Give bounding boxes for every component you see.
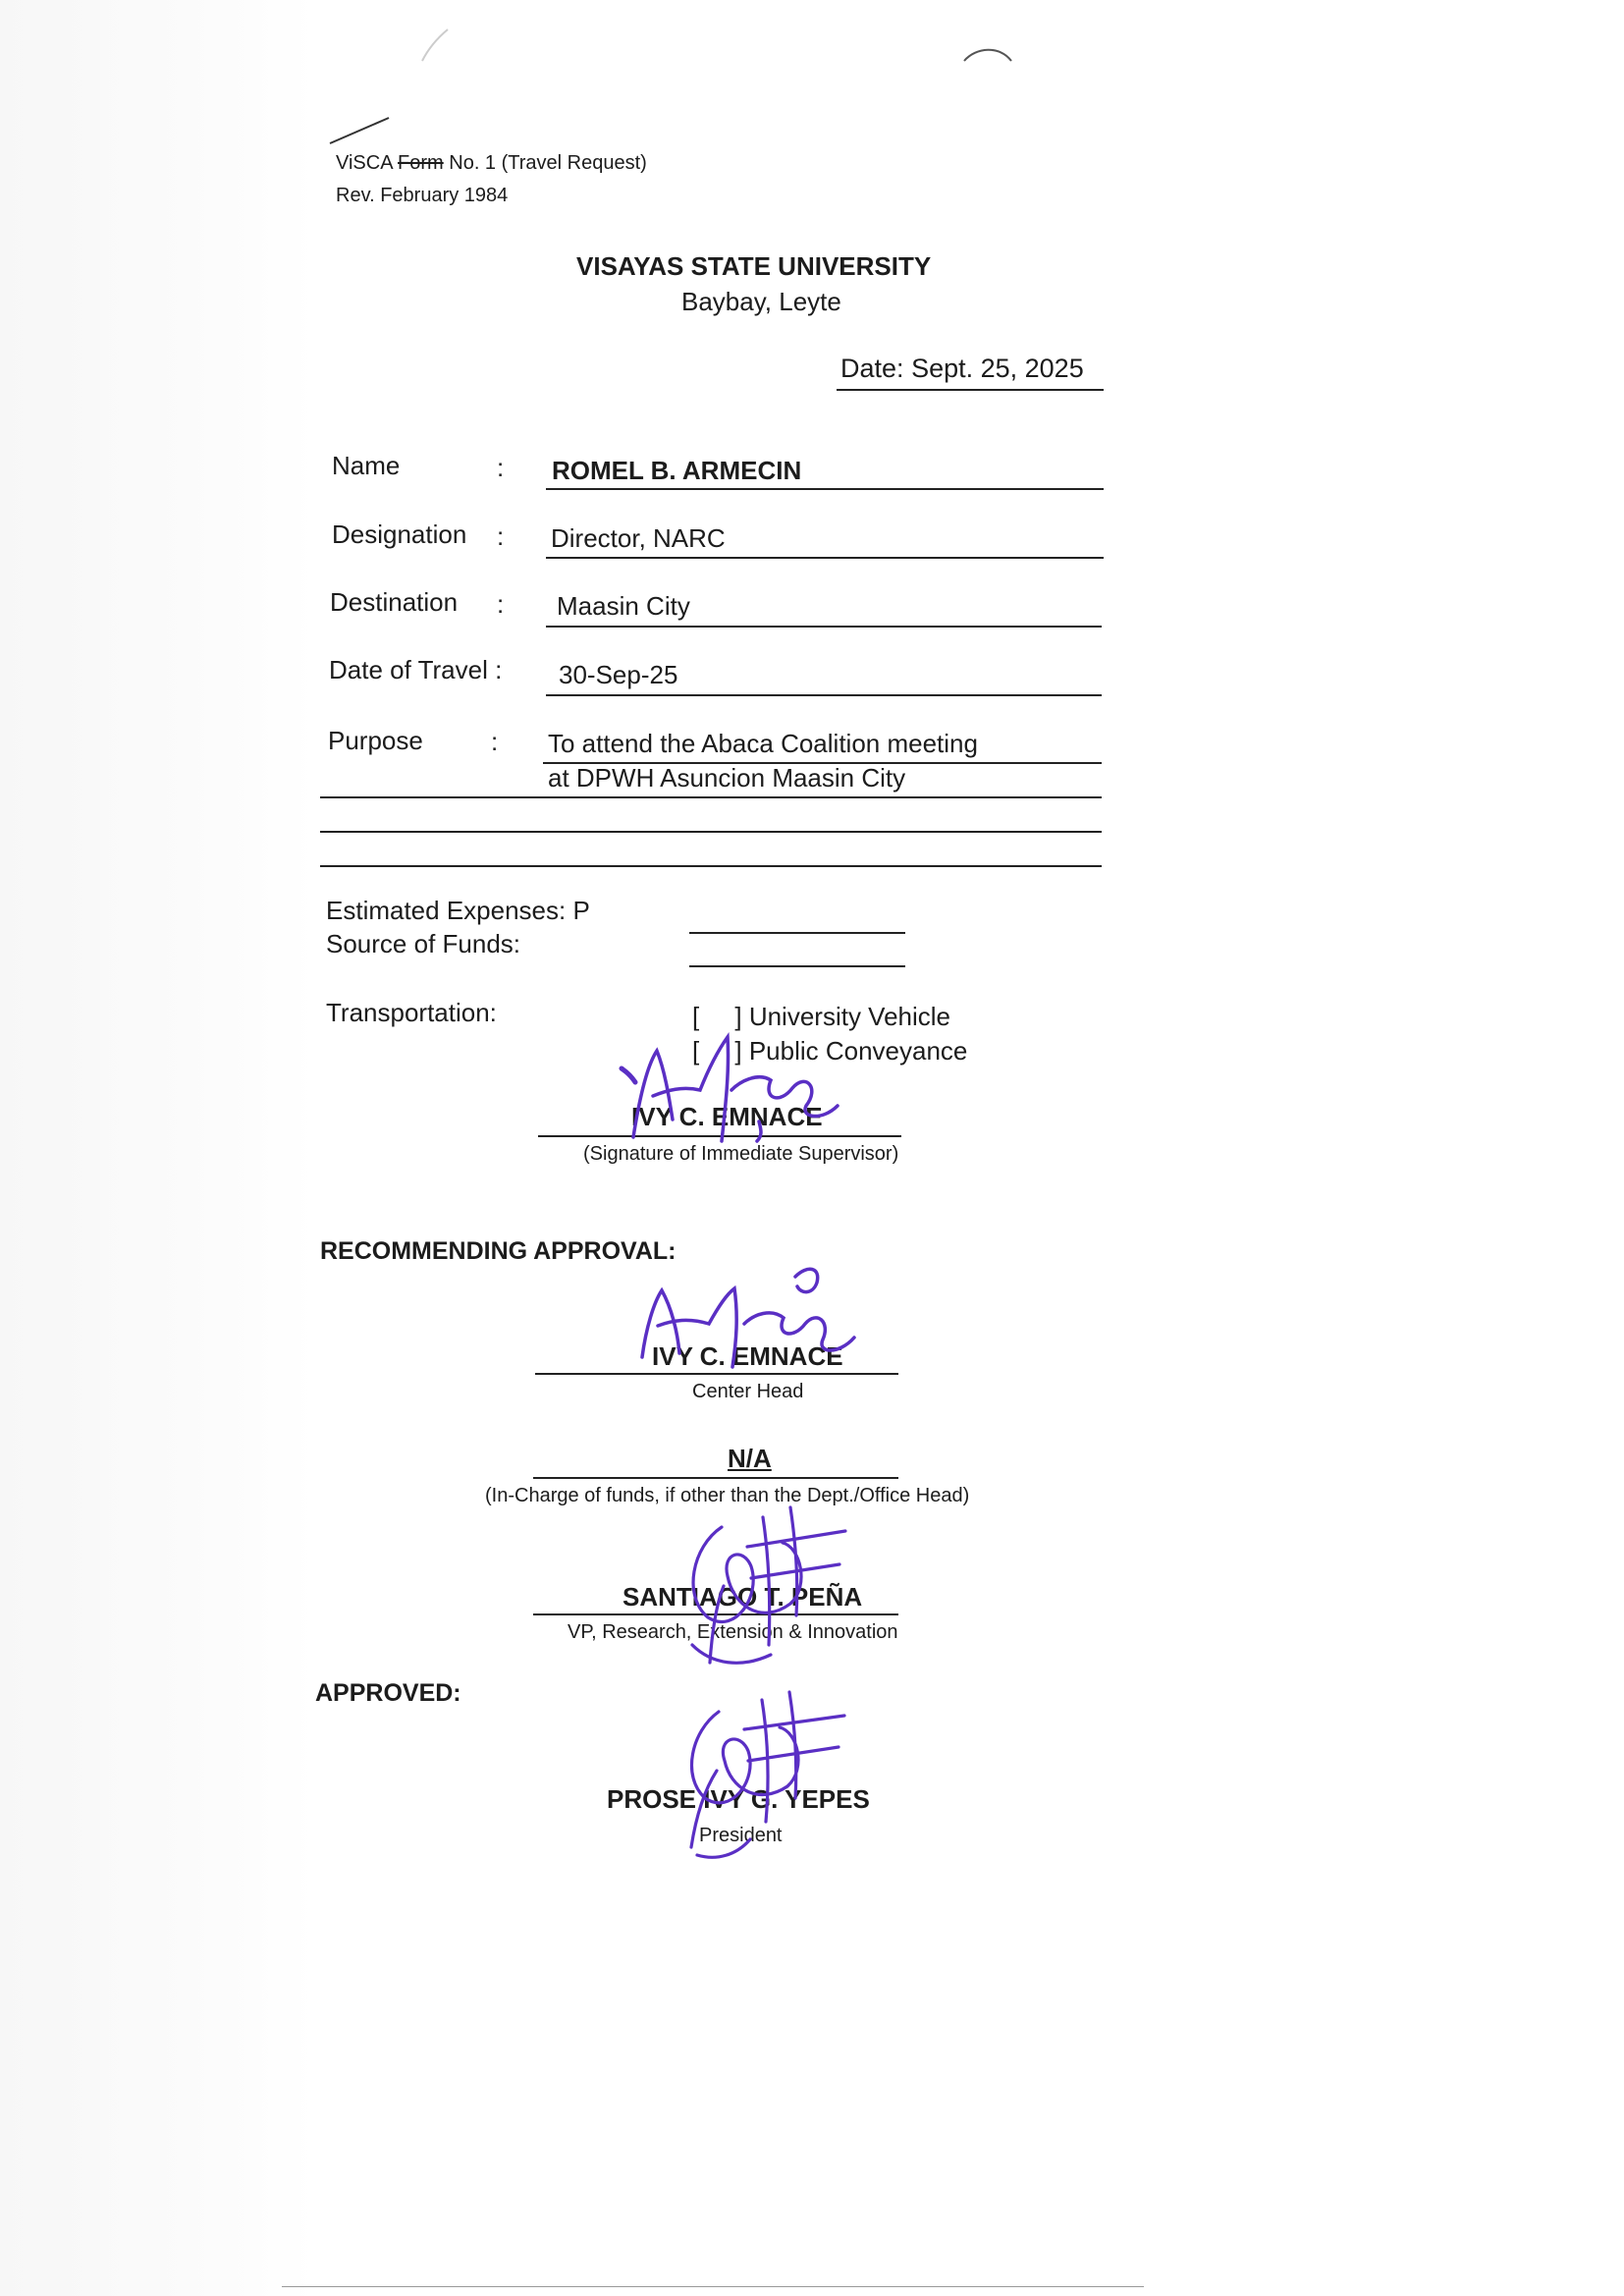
travel-date-colon: :: [495, 655, 503, 684]
supervisor-caption: (Signature of Immediate Supervisor): [583, 1143, 899, 1165]
purpose-colon: :: [491, 727, 499, 756]
travel-date-label-text: Date of Travel: [329, 655, 488, 684]
university-name: VISAYAS STATE UNIVERSITY: [576, 251, 932, 281]
supervisor-signature-line: [538, 1135, 901, 1137]
funds-incharge-value: N/A: [728, 1444, 772, 1473]
transport-label-public: Public Conveyance: [748, 1036, 968, 1066]
designation-value: Director, NARC: [551, 523, 726, 553]
supervisor-name: IVY C. EMNACE: [631, 1102, 823, 1131]
name-colon: :: [497, 453, 505, 482]
center-head-title: Center Head: [692, 1381, 804, 1402]
destination-colon: :: [497, 589, 505, 619]
transport-label-university: University Vehicle: [748, 1002, 951, 1031]
purpose-line2: at DPWH Asuncion Maasin City: [548, 763, 906, 793]
name-value: ROMEL B. ARMECIN: [552, 456, 802, 485]
scan-bottom-edge: [282, 2286, 1144, 2287]
transportation-label: Transportation:: [326, 998, 497, 1027]
name-underline: [546, 488, 1104, 490]
vp-name: SANTIAGO T. PEÑA: [623, 1582, 863, 1612]
transport-checkbox-public: [ ]: [692, 1036, 742, 1066]
recommending-heading: RECOMMENDING APPROVAL:: [320, 1237, 677, 1265]
form-code-rest: No. 1 (Travel Request): [449, 152, 647, 174]
center-head-signature-line: [535, 1373, 898, 1375]
form-revision: Rev. February 1984: [336, 185, 509, 206]
vp-signature-line: [533, 1613, 898, 1615]
transport-option-university: [692, 1002, 950, 1032]
destination-underline: [546, 626, 1102, 628]
funds-incharge-line: [533, 1477, 898, 1479]
estimated-expenses-label: Estimated Expenses: P: [326, 896, 590, 925]
approved-heading: APPROVED:: [315, 1679, 461, 1707]
estimated-expenses-underline: [689, 932, 905, 934]
date-underline: [837, 389, 1104, 391]
purpose-underline-2: [320, 796, 1102, 798]
center-head-name: IVY C. EMNACE: [652, 1341, 843, 1371]
date-field: [840, 354, 1084, 384]
travel-date-value: 30-Sep-25: [559, 660, 678, 689]
destination-value: Maasin City: [557, 591, 690, 621]
travel-date-label: [329, 655, 502, 685]
designation-colon: :: [497, 521, 505, 551]
vp-title: VP, Research, Extension & Innovation: [568, 1621, 898, 1643]
date-value: Sept. 25, 2025: [911, 354, 1084, 383]
designation-label: Designation: [332, 519, 467, 549]
destination-label: Destination: [330, 587, 459, 617]
purpose-label: Purpose: [328, 726, 423, 755]
scan-margin-shading: [0, 0, 316, 2296]
president-name: PROSE IVY G. YEPES: [607, 1784, 870, 1814]
funds-incharge-caption: (In-Charge of funds, if other than the Dept./Office Head): [485, 1485, 970, 1506]
source-of-funds-underline: [689, 965, 905, 967]
president-title: President: [699, 1825, 783, 1846]
purpose-underline-3: [320, 831, 1102, 833]
name-label: Name: [332, 451, 401, 480]
purpose-line1: To attend the Abaca Coalition meeting: [548, 729, 978, 758]
source-of-funds-label: Source of Funds:: [326, 929, 520, 958]
date-label: Date:: [840, 354, 904, 383]
form-code-struck: Form: [398, 152, 444, 174]
designation-underline: [546, 557, 1104, 559]
university-location: Baybay, Leyte: [681, 287, 841, 316]
transport-checkbox-university: [ ]: [692, 1002, 742, 1031]
form-code-prefix: ViSCA: [336, 152, 393, 174]
travel-date-underline: [546, 694, 1102, 696]
form-code: [336, 152, 647, 175]
purpose-underline-4: [320, 865, 1102, 867]
transport-option-public: [692, 1036, 967, 1066]
